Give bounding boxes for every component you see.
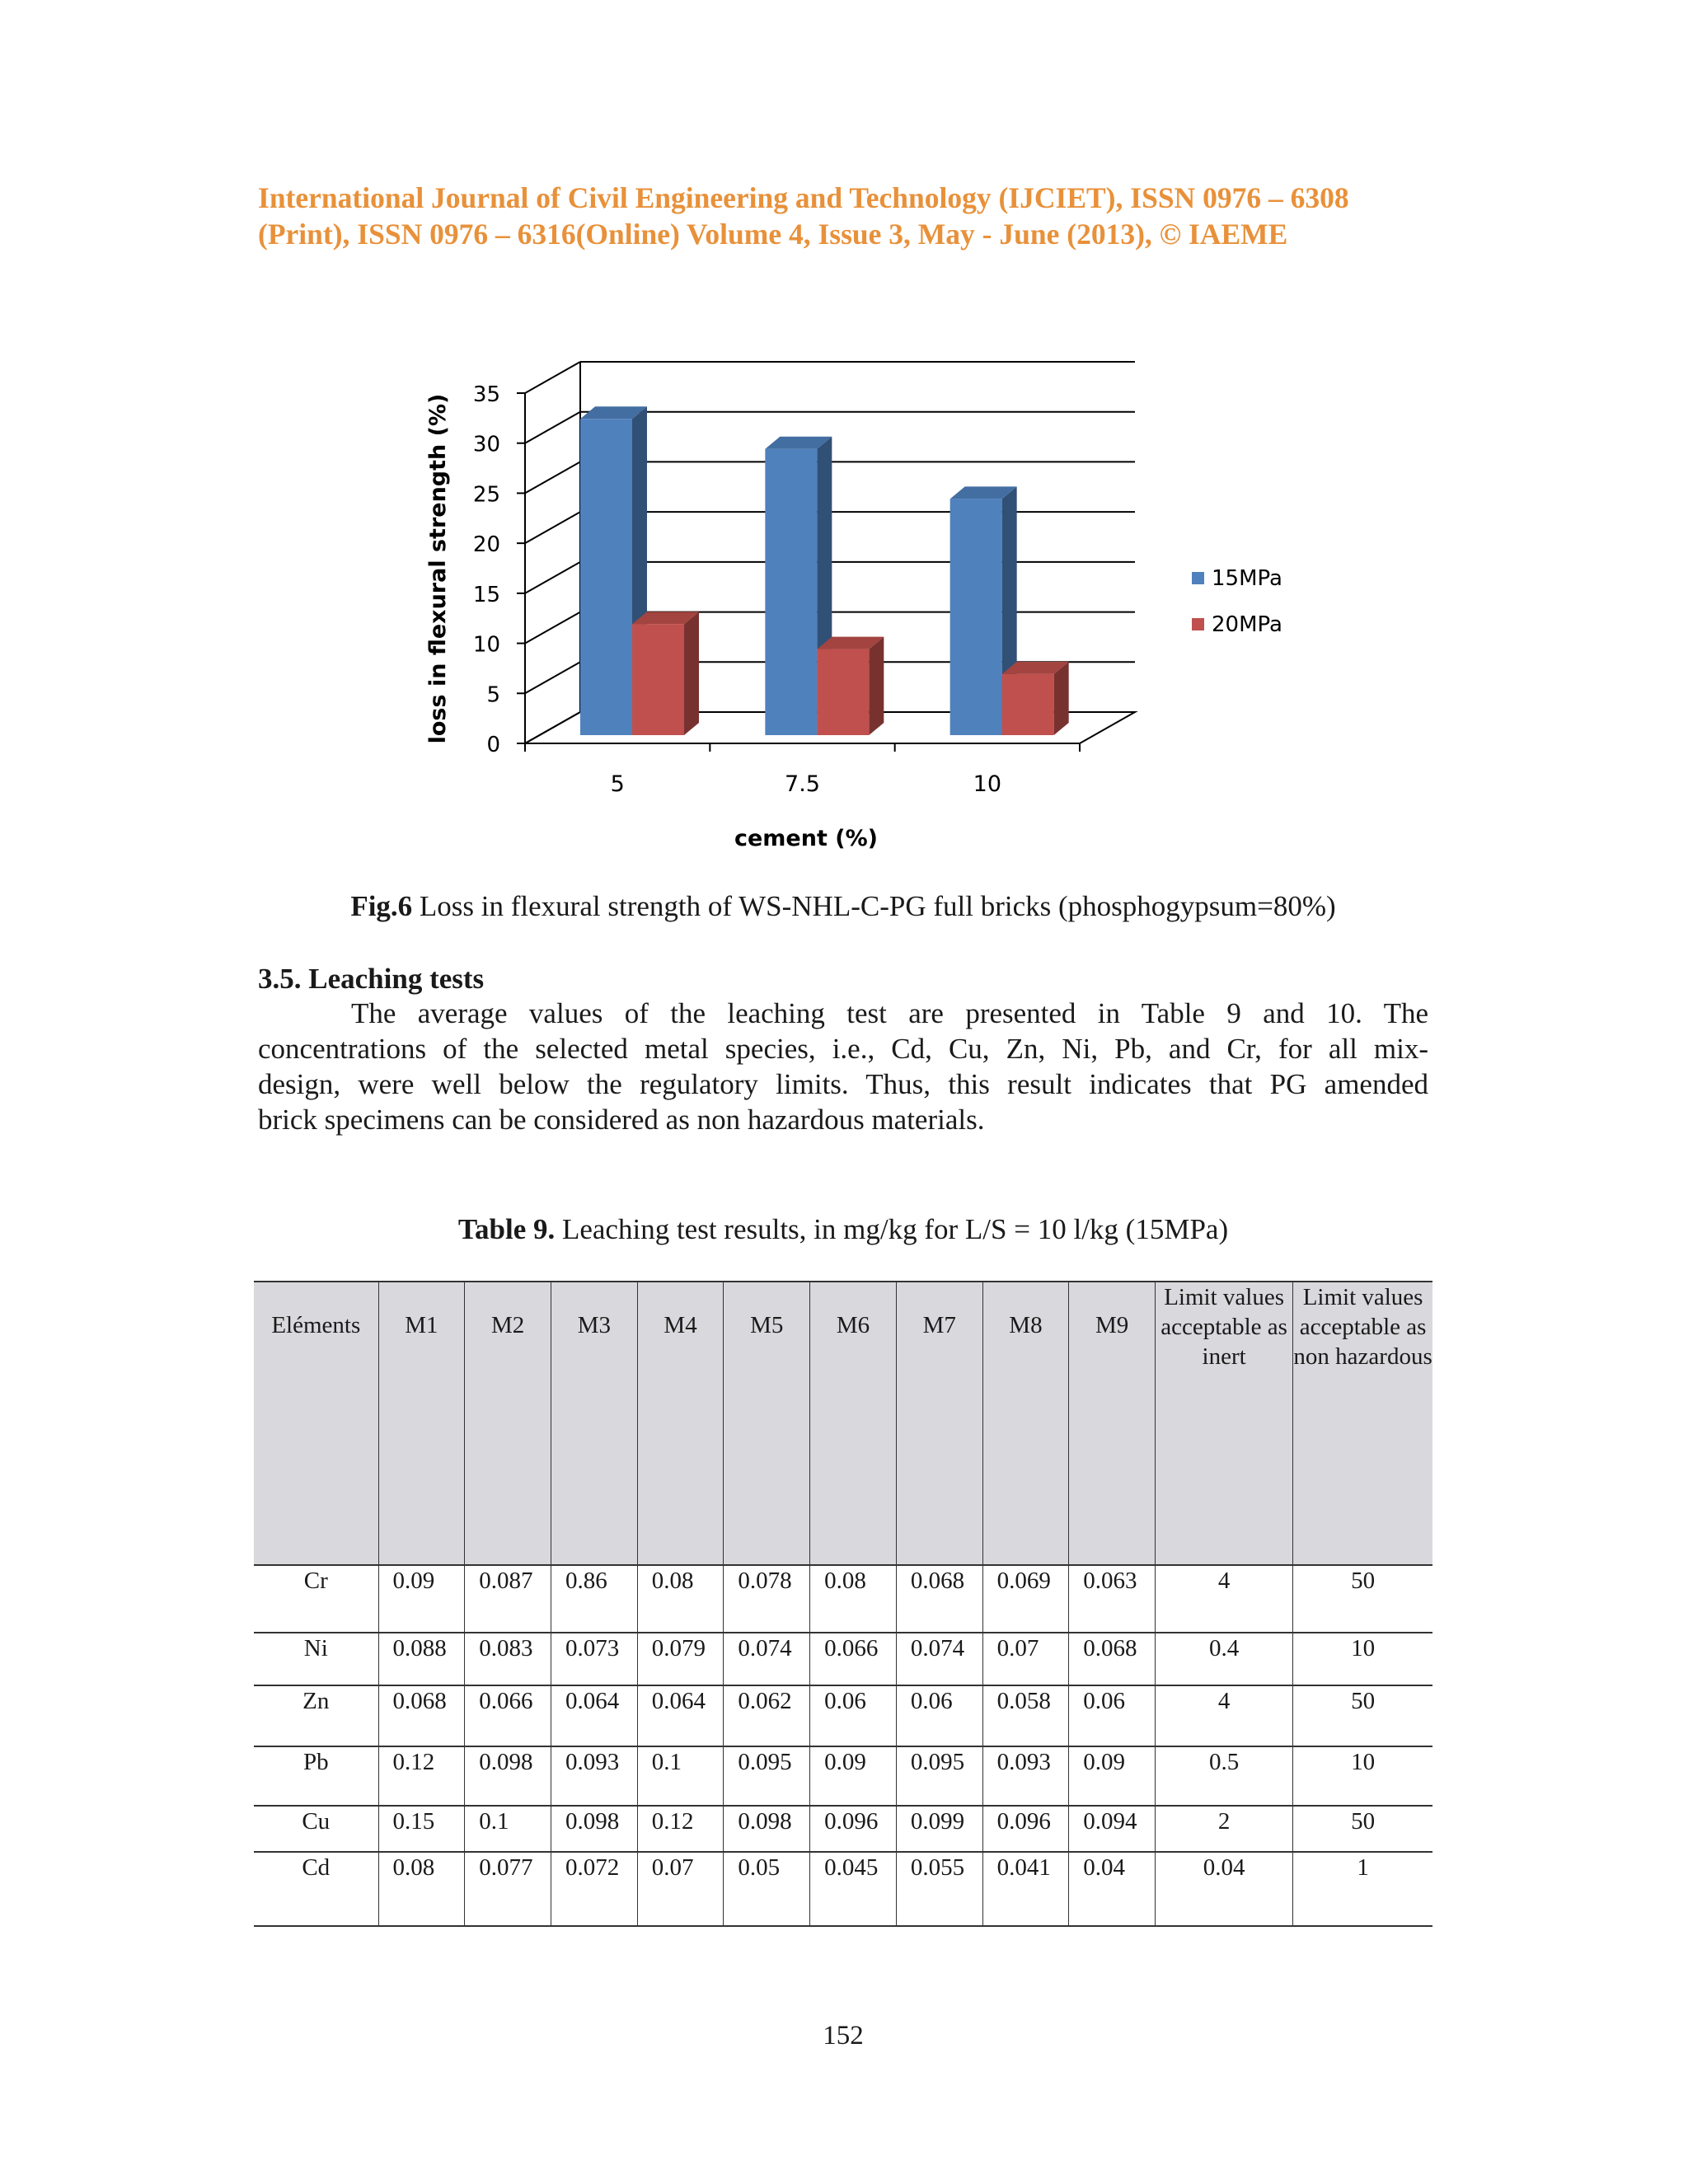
paragraph-line: concentrations of the selected metal species, i.e., Cd, Cu, Zn, Ni, Pb, and Cr, for all mix- — [258, 1033, 1428, 1065]
table-cell: 0.04 — [1069, 1852, 1156, 1926]
column-header: M1 — [378, 1282, 465, 1565]
column-header: Limit values acceptable as non hazardous — [1293, 1282, 1432, 1565]
column-header: M8 — [982, 1282, 1069, 1565]
column-header: M5 — [724, 1282, 810, 1565]
table-cell: 0.1 — [637, 1746, 724, 1806]
table-cell: 0.06 — [810, 1685, 897, 1746]
table-cell: 0.86 — [551, 1565, 637, 1633]
table-cell: 0.073 — [551, 1633, 637, 1685]
table-cell: 0.062 — [724, 1685, 810, 1746]
table-cell: 10 — [1293, 1746, 1432, 1806]
legend-swatch — [1192, 572, 1204, 584]
x-tick-label: 5 — [610, 771, 625, 797]
legend-label: 20MPa — [1212, 612, 1282, 637]
table-row — [254, 1852, 1432, 1926]
table-cell: 0.068 — [896, 1565, 982, 1633]
table-cell: 0.045 — [810, 1852, 897, 1926]
table-cell: 0.064 — [551, 1685, 637, 1746]
paragraph-line: design, were well below the regulatory limits. Thus, this result indicates that PG amended — [258, 1068, 1428, 1100]
table-cell: 0.07 — [982, 1633, 1069, 1685]
paragraph-line: The average values of the leaching test are presented in Table 9 and 10. The — [351, 997, 1428, 1029]
table-cell: 0.058 — [982, 1685, 1069, 1746]
element-cell: Zn — [254, 1685, 378, 1746]
side-wall-gridline — [525, 512, 580, 543]
table-cell: 50 — [1293, 1685, 1432, 1746]
bar-20MPa-7.5 — [817, 649, 869, 735]
page-number: 152 — [823, 2021, 864, 2050]
table-cell: 0.099 — [896, 1806, 982, 1852]
table-cell: 0.093 — [551, 1746, 637, 1806]
column-header: M3 — [551, 1282, 637, 1565]
column-header: M6 — [810, 1282, 897, 1565]
column-header: M2 — [465, 1282, 551, 1565]
x-axis-label: cement (%) — [734, 826, 879, 851]
y-tick-label: 25 — [472, 482, 500, 508]
bar-15MPa-5 — [580, 419, 632, 735]
table-cell: 50 — [1293, 1565, 1432, 1633]
bar-15MPa-10 — [950, 499, 1002, 735]
table-row — [254, 1806, 1432, 1852]
table-cell: 4 — [1156, 1565, 1293, 1633]
table-caption-text: Leaching test results, in mg/kg for L/S = 10 l/kg (15MPa) — [555, 1213, 1229, 1245]
table-cell: 0.09 — [378, 1565, 465, 1633]
table-cell: 0.096 — [982, 1806, 1069, 1852]
y-tick-label: 5 — [486, 682, 500, 708]
table-cell: 0.064 — [637, 1685, 724, 1746]
bar-side — [869, 637, 884, 735]
element-cell: Cu — [254, 1806, 378, 1852]
table-cell: 0.095 — [896, 1746, 982, 1806]
table-cell: 0.1 — [465, 1806, 551, 1852]
table-cell: 0.09 — [810, 1746, 897, 1806]
legend-swatch — [1192, 618, 1204, 630]
table-cell: 0.087 — [465, 1565, 551, 1633]
table-cell: 0.098 — [724, 1806, 810, 1852]
table-cell: 0.074 — [724, 1633, 810, 1685]
side-wall-gridline — [525, 462, 580, 493]
table-cell: 0.098 — [465, 1746, 551, 1806]
header-line-2: (Print), ISSN 0976 – 6316(Online) Volume 4, Issue 3, May - June (2013), © IAEME — [258, 218, 1288, 251]
table-caption — [258, 1212, 1428, 1248]
table-cell: 0.12 — [637, 1806, 724, 1852]
bar-20MPa-10 — [1002, 674, 1054, 735]
table-cell: 0.083 — [465, 1633, 551, 1685]
column-header: Limit values acceptable as inert — [1156, 1282, 1293, 1565]
y-tick-label: 15 — [472, 582, 500, 607]
table-cell: 0.063 — [1069, 1565, 1156, 1633]
column-header: M4 — [637, 1282, 724, 1565]
element-cell: Ni — [254, 1633, 378, 1685]
y-tick-label: 10 — [472, 632, 500, 658]
table-cell: 0.07 — [637, 1852, 724, 1926]
table-cell: 0.093 — [982, 1746, 1069, 1806]
table-cell: 0.15 — [378, 1806, 465, 1852]
table-cell: 0.06 — [896, 1685, 982, 1746]
table-cell: 0.04 — [1156, 1852, 1293, 1926]
bar-side — [1054, 662, 1069, 735]
side-wall-gridline — [525, 562, 580, 593]
table-cell: 0.055 — [896, 1852, 982, 1926]
table-header-row — [254, 1282, 1432, 1565]
table-cell: 0.098 — [551, 1806, 637, 1852]
section-title: 3.5. Leaching tests — [258, 963, 485, 995]
table-row — [254, 1633, 1432, 1685]
bar-15MPa-7.5 — [765, 449, 817, 735]
table-cell: 0.078 — [724, 1565, 810, 1633]
table-cell: 0.068 — [378, 1685, 465, 1746]
side-wall-gridline — [525, 412, 580, 443]
table-cell: 0.068 — [1069, 1633, 1156, 1685]
table-cell: 50 — [1293, 1806, 1432, 1852]
section-paragraph — [258, 996, 1428, 1137]
table-cell: 0.096 — [810, 1806, 897, 1852]
side-wall-gridline — [525, 612, 580, 644]
table-row — [254, 1746, 1432, 1806]
table-cell: 0.066 — [465, 1685, 551, 1746]
table-cell: 0.05 — [724, 1852, 810, 1926]
y-tick-label: 30 — [472, 432, 500, 457]
table-row — [254, 1565, 1432, 1633]
x-tick-label: 10 — [973, 771, 1002, 797]
table-cell: 1 — [1293, 1852, 1432, 1926]
table-cell: 2 — [1156, 1806, 1293, 1852]
x-tick-label: 7.5 — [785, 771, 820, 797]
table-cell: 0.069 — [982, 1565, 1069, 1633]
column-header: Eléments — [254, 1282, 378, 1565]
header-line-1: International Journal of Civil Engineering and Technology (IJCIET), ISSN 0976 – 6308 — [258, 181, 1349, 214]
table-cell: 0.072 — [551, 1852, 637, 1926]
y-tick-label: 0 — [486, 733, 500, 757]
y-tick-label: 35 — [472, 382, 500, 407]
y-axis-label: loss in flexural strength (%) — [425, 393, 451, 744]
column-header: M7 — [896, 1282, 982, 1565]
table-cell: 0.041 — [982, 1852, 1069, 1926]
table-cell: 0.08 — [378, 1852, 465, 1926]
table-cell: 0.088 — [378, 1633, 465, 1685]
table-cell: 0.094 — [1069, 1806, 1156, 1852]
side-wall-gridline — [525, 662, 580, 693]
element-cell: Cd — [254, 1852, 378, 1926]
element-cell: Cr — [254, 1565, 378, 1633]
table-cell: 0.4 — [1156, 1633, 1293, 1685]
table-cell: 4 — [1156, 1685, 1293, 1746]
figure-caption — [258, 888, 1428, 925]
table-cell: 0.12 — [378, 1746, 465, 1806]
table-cell: 0.5 — [1156, 1746, 1293, 1806]
table-cell: 0.06 — [1069, 1685, 1156, 1746]
y-tick-label: 20 — [472, 532, 500, 558]
side-wall-gridline — [525, 362, 580, 393]
table-row — [254, 1685, 1432, 1746]
bar-20MPa-5 — [632, 624, 684, 735]
column-header: M9 — [1069, 1282, 1156, 1565]
table-cell: 0.08 — [810, 1565, 897, 1633]
flexural-strength-chart — [0, 0, 1688, 890]
element-cell: Pb — [254, 1746, 378, 1806]
table-cell: 10 — [1293, 1633, 1432, 1685]
table-cell: 0.074 — [896, 1633, 982, 1685]
table-cell: 0.095 — [724, 1746, 810, 1806]
paragraph-line: brick specimens can be considered as non hazardous materials. — [258, 1104, 985, 1136]
table-cell: 0.077 — [465, 1852, 551, 1926]
legend-label: 15MPa — [1212, 566, 1282, 591]
table-cell: 0.08 — [637, 1565, 724, 1633]
table-label: Table 9. — [457, 1213, 556, 1245]
leaching-results-table — [254, 1281, 1432, 1927]
figure-label: Fig.6 — [350, 890, 413, 922]
table-cell: 0.066 — [810, 1633, 897, 1685]
bar-side — [684, 612, 699, 735]
figure-caption-text: Loss in flexural strength of WS-NHL-C-PG full bricks (phosphogypsum=80%) — [412, 890, 1336, 922]
table-cell: 0.09 — [1069, 1746, 1156, 1806]
table-cell: 0.079 — [637, 1633, 724, 1685]
